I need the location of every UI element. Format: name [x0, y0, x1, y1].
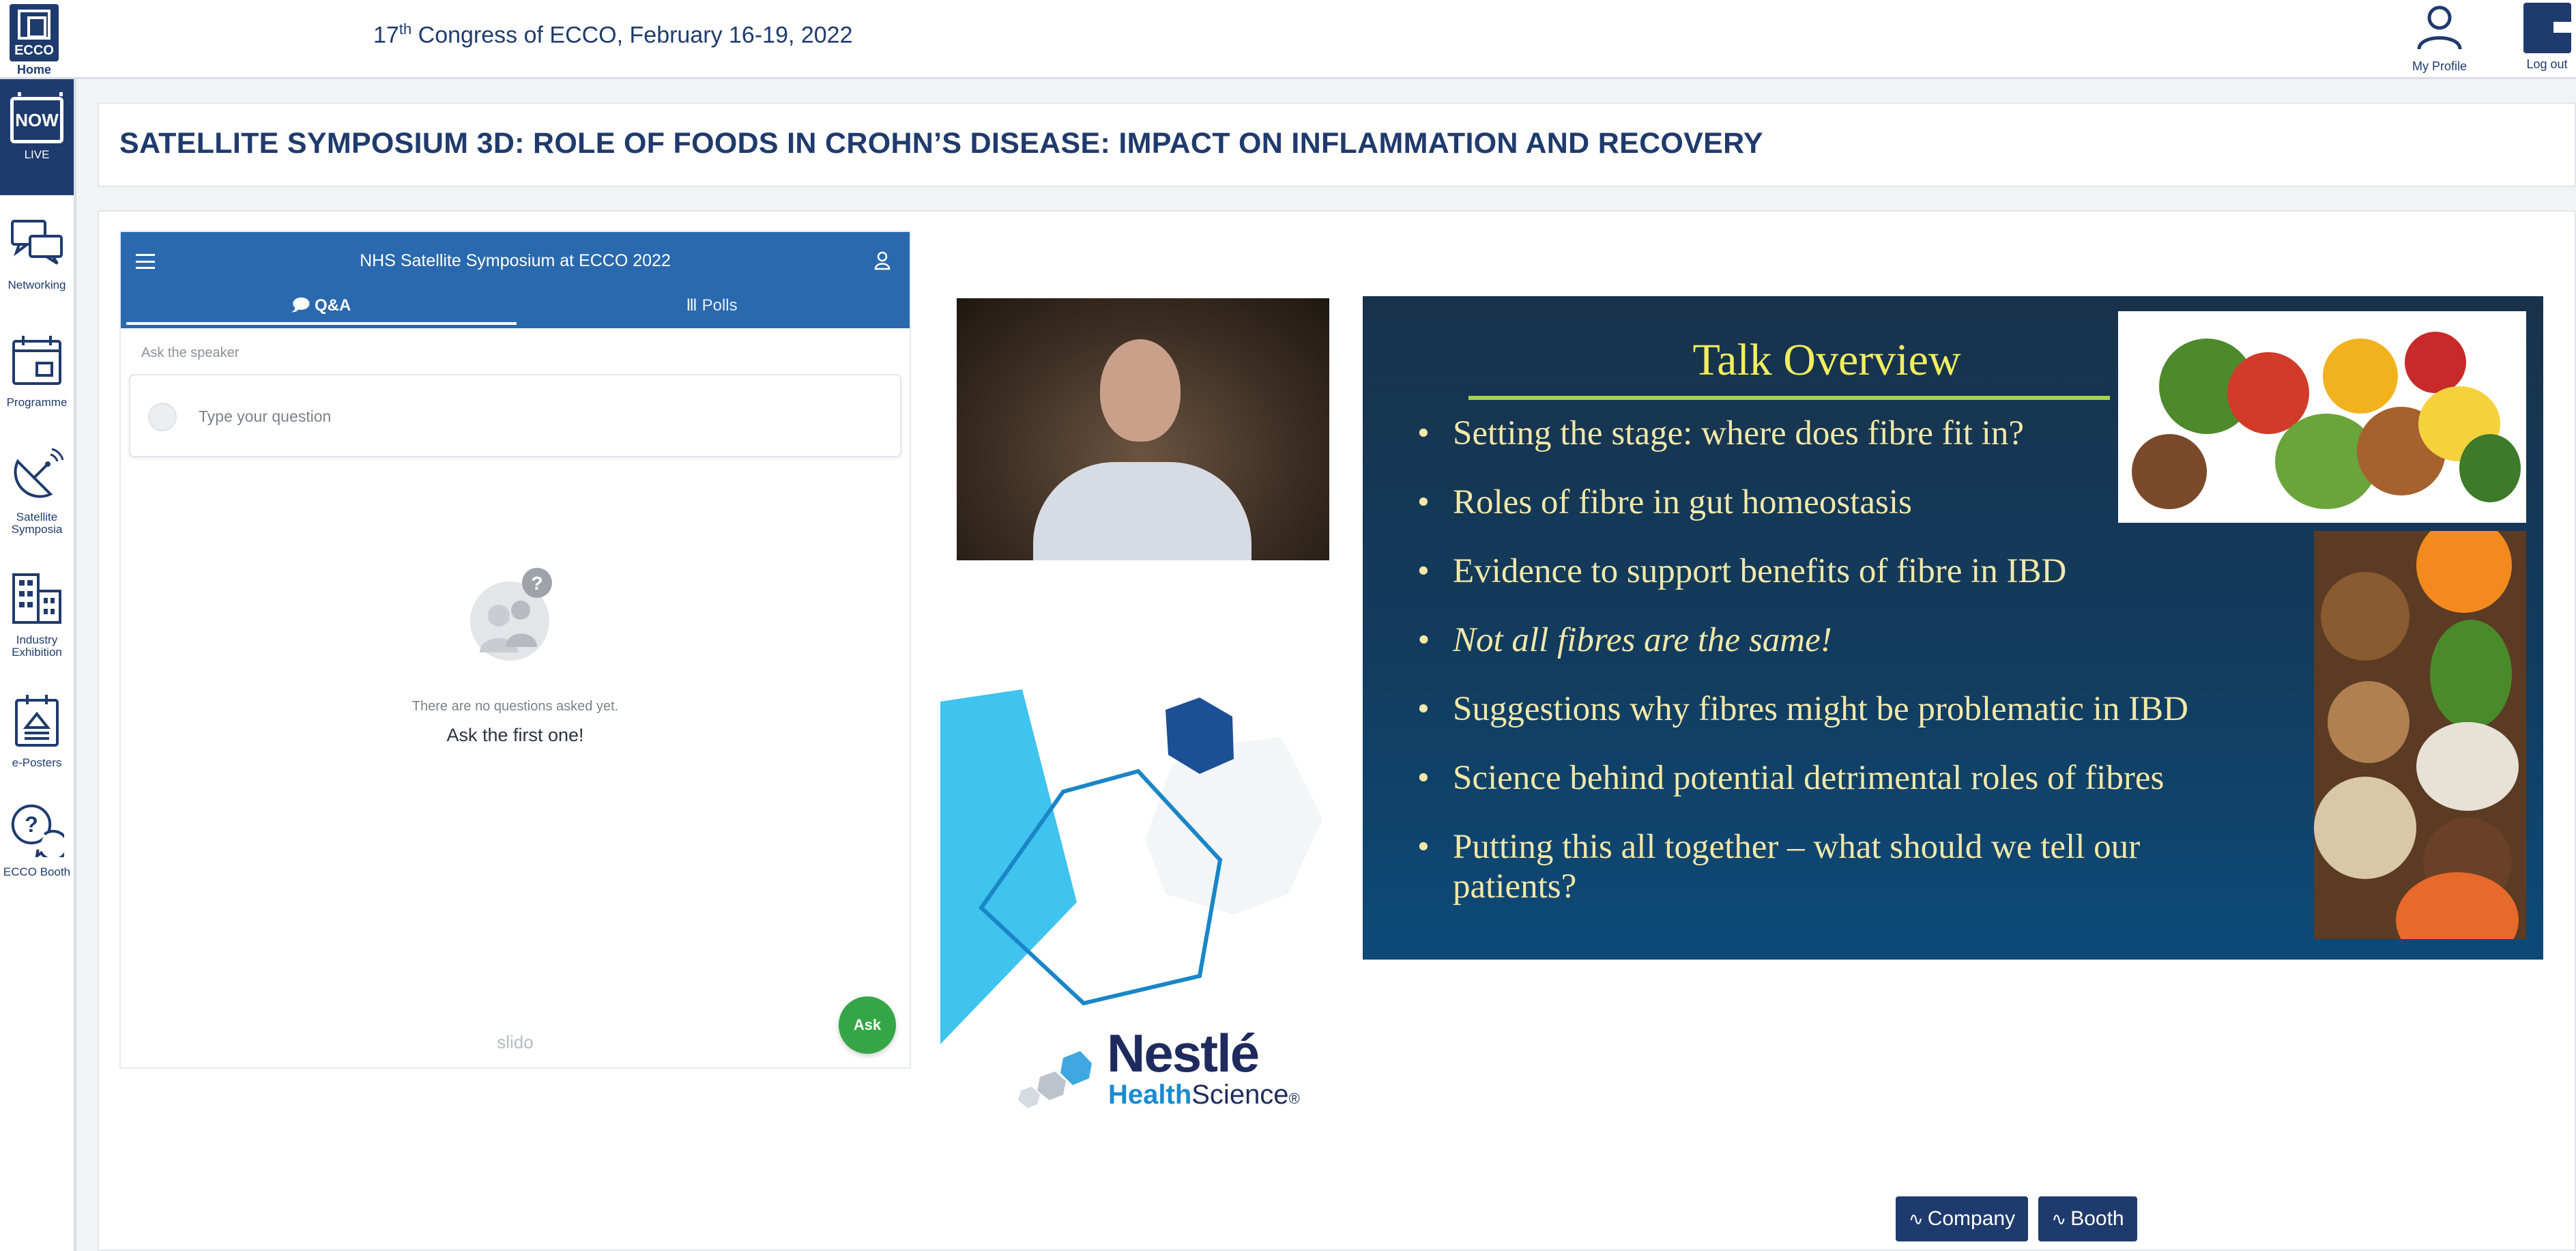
presentation-slide: [1363, 296, 2543, 960]
sidebar-item-label: LIVE: [24, 148, 50, 161]
booth-button-label: Booth: [2070, 1207, 2124, 1230]
buildings-icon: [10, 571, 64, 625]
congress-ordinal: th: [399, 20, 412, 38]
company-button-label: Company: [1927, 1207, 2016, 1230]
company-button[interactable]: [1896, 1196, 2028, 1241]
sidebar-item-industry-exhibition[interactable]: [0, 571, 74, 659]
booth-button[interactable]: [2038, 1196, 2137, 1241]
pulse-icon: ∿: [1908, 1209, 1924, 1229]
avatar: [148, 403, 177, 431]
sponsor-sub-rest: Science: [1191, 1080, 1289, 1110]
poster-icon: [10, 693, 64, 748]
user-profile-icon: [2415, 3, 2464, 52]
sponsor-logo-wordmark: Nestlé: [1107, 1023, 1259, 1083]
ecco-logo-icon: [10, 4, 59, 61]
bar-chart-icon: Ⅲ: [686, 296, 697, 315]
sponsor-logo-subtitle: [1108, 1080, 1300, 1110]
svg-text:?: ?: [25, 812, 38, 837]
slide-bullet: • Setting the stage: where does fibre fit in?: [1417, 414, 2304, 453]
top-bar: [0, 0, 2576, 79]
slide-bullet: • Roles of fibre in gut homeostasis: [1417, 483, 2304, 522]
ecco-logo-text: ECCO: [14, 43, 54, 58]
home-label: Home: [16, 63, 51, 76]
pulse-icon: ∿: [2051, 1209, 2067, 1229]
home-button[interactable]: [7, 4, 61, 76]
calendar-icon: [10, 333, 64, 388]
ask-the-speaker-label: Ask the speaker: [141, 345, 240, 360]
session-title: SATELLITE SYMPOSIUM 3D: ROLE OF FOODS IN CROHN’S DISEASE: IMPACT ON INFLAMMATION AND RECOVERY: [119, 127, 1763, 160]
slido-header: [121, 232, 910, 328]
now-icon: NOW: [10, 97, 63, 143]
slide-bullet: • Evidence to support benefits of fibre in IBD: [1417, 551, 2304, 591]
slide-bullet: • Putting this all together – what should we tell our patients?: [1417, 827, 2236, 906]
slide-title-rule: [1468, 396, 2110, 400]
sidebar-item-live[interactable]: [0, 79, 74, 195]
user-icon[interactable]: [874, 251, 891, 270]
log-out-button[interactable]: [2518, 3, 2576, 72]
svg-text:?: ?: [531, 573, 543, 594]
sidebar-item-networking[interactable]: [0, 216, 74, 291]
tab-polls-label: Polls: [701, 296, 738, 315]
speech-bubble-icon: 🗩: [291, 296, 310, 315]
slido-brand-logo: slido: [497, 1032, 534, 1052]
speaker-body: [1033, 462, 1251, 560]
sidebar-item-label: Satellite Symposia: [11, 511, 63, 536]
tab-polls[interactable]: [517, 293, 907, 325]
satellite-dish-icon: [10, 448, 64, 502]
congress-number: 17: [373, 22, 399, 48]
empty-state-cta: Ask the first one!: [446, 725, 584, 745]
log-out-icon: [2523, 3, 2571, 53]
sidebar: [0, 79, 76, 1251]
speaker-video: [957, 298, 1329, 560]
my-profile-label: My Profile: [2412, 59, 2467, 73]
congress-name: Congress of ECCO, February 16-19, 2022: [411, 22, 853, 48]
sidebar-item-label: Networking: [8, 278, 66, 291]
sidebar-item-ecco-booth[interactable]: [0, 803, 74, 878]
slide-title: Talk Overview: [1692, 335, 1961, 385]
no-questions-illustration-icon: [470, 568, 559, 663]
question-box[interactable]: [129, 374, 901, 457]
slide-bullet: • Not all fibres are the same!: [1417, 620, 2304, 660]
sidebar-item-label: ECCO Booth: [3, 865, 71, 878]
speaker-head: [1100, 339, 1181, 442]
session-title-panel: [98, 102, 2576, 187]
tab-qa-label: Q&A: [314, 296, 351, 315]
sidebar-item-programme[interactable]: [0, 333, 74, 409]
slido-widget: [119, 231, 911, 1069]
slide-bullet: • Suggestions why fibres might be problematic in IBD: [1417, 689, 2304, 729]
ask-button[interactable]: Ask: [839, 996, 896, 1054]
tab-qa[interactable]: [126, 293, 517, 325]
vegetables-photo: [2118, 311, 2526, 523]
sponsor-sub-highlight: Health: [1108, 1080, 1192, 1110]
congress-title: [373, 20, 853, 48]
chat-bubbles-icon: [10, 216, 64, 270]
sidebar-item-label: e-Posters: [12, 756, 62, 769]
sidebar-item-e-posters[interactable]: [0, 693, 74, 769]
slido-event-title: NHS Satellite Symposium at ECCO 2022: [360, 251, 671, 270]
sidebar-item-label: Programme: [6, 396, 68, 409]
question-input[interactable]: [199, 403, 813, 430]
my-profile-button[interactable]: [2399, 3, 2480, 74]
foods-photo: [2314, 531, 2526, 939]
sidebar-item-satellite-symposia[interactable]: [0, 448, 74, 536]
sidebar-item-label: Industry Exhibition: [12, 633, 62, 659]
slide-bullet: • Science behind potential detrimental roles of fibres: [1417, 758, 2304, 798]
registered-mark: ®: [1288, 1090, 1300, 1107]
question-bubble-icon: [10, 803, 64, 857]
log-out-label: Log out: [2526, 57, 2568, 71]
empty-state-text: There are no questions asked yet.: [411, 699, 619, 714]
